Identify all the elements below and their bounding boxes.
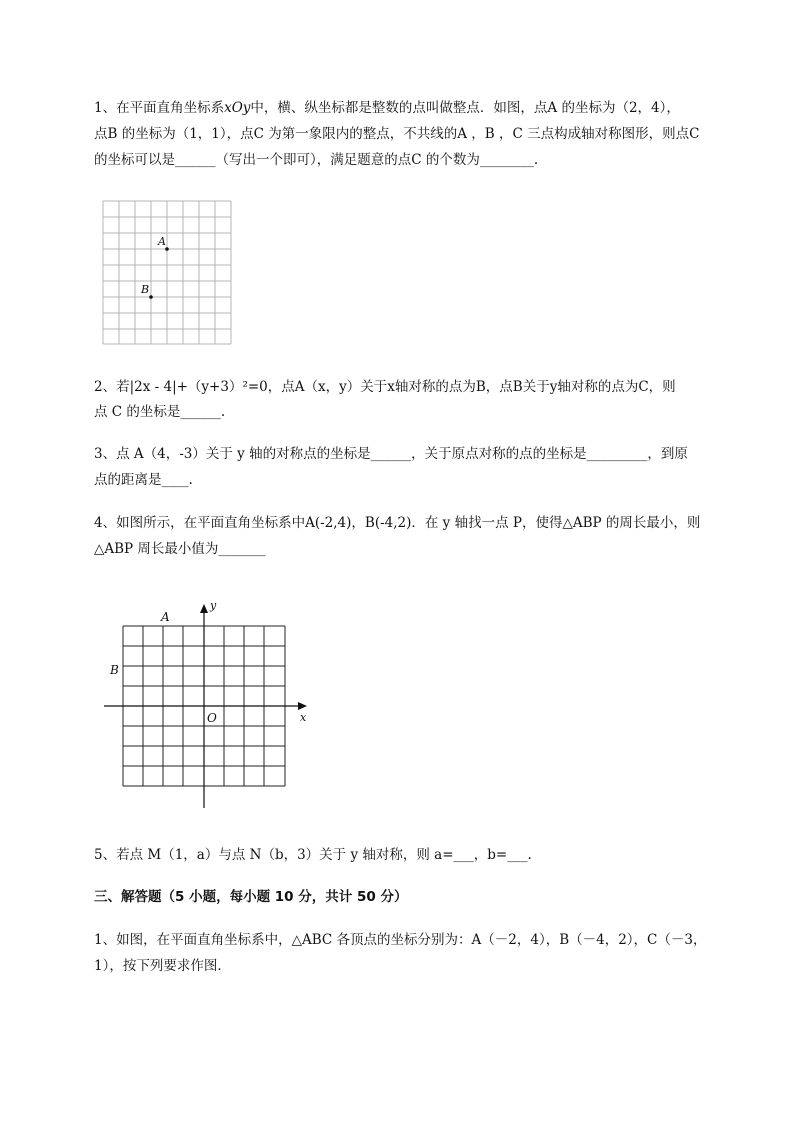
q4-label-y: y [210, 599, 217, 612]
q2-line-2: 点 C 的坐标是______. [94, 404, 226, 420]
section-3-title: 三、解答题（5 小题，每小题 10 分，共计 50 分） [94, 889, 408, 905]
s1-line-1: 1、如图，在平面直角坐标系中，△ABC 各顶点的坐标分别为：A（－2，4），B（－4，2），C（－3， [94, 932, 707, 948]
q4-label-o: O [207, 711, 217, 725]
q3-line-1: 3、点 A（4，-3）关于 y 轴的对称点的坐标是______，关于原点对称的点的坐标是_________，到原 [94, 446, 688, 462]
q1-text-c: 中，横、纵坐标都是整数的点叫做整点．如图，点A 的坐标为（2，4）， [250, 100, 680, 116]
q4-label-a: A [161, 610, 170, 624]
q4-coordinate-figure [100, 596, 315, 811]
q4-label-x: x [300, 711, 307, 724]
q5-line-1: 5、若点 M（1，a）与点 N（b，3）关于 y 轴对称，则 a=___，b=___. [94, 847, 532, 863]
q1-label-a: A [158, 235, 166, 248]
q1-grid-figure [102, 200, 232, 346]
q1-text-a: 1、在平面直角坐标系 [94, 100, 225, 116]
q1-point-b [149, 295, 153, 299]
q4-line-1: 4、如图所示，在平面直角坐标系中A(-2,4)，B(-4,2)．在 y 轴找一点 P，使得△ABP 的周长最小，则 [94, 515, 701, 531]
q4-line-2: △ABP 周长最小值为_______ [94, 541, 266, 557]
q4-y-arrow-icon [200, 604, 208, 613]
q4-x-arrow-icon [298, 702, 307, 710]
q3-line-2: 点的距离是____. [94, 472, 193, 488]
q1-line-2: 点B 的坐标为（1，1），点C 为第一象限内的整点，不共线的A ，B ，C 三点构成轴对称图形，则点C [94, 126, 700, 142]
q2-line-1: 2、若|2x - 4|+（y+3）²=0，点A（x，y）关于x轴对称的点为B，点B关于y轴对称的点为C，则 [94, 379, 676, 395]
q1-line-1 [94, 98, 680, 118]
q1-line-3: 的坐标可以是______（写出一个即可），满足题意的点C 的个数为________. [94, 152, 539, 168]
q1-text-xoy: xOy [224, 100, 251, 116]
s1-line-2: 1），按下列要求作图． [94, 958, 231, 974]
q1-label-b: B [141, 283, 150, 296]
q4-label-b: B [110, 663, 119, 677]
